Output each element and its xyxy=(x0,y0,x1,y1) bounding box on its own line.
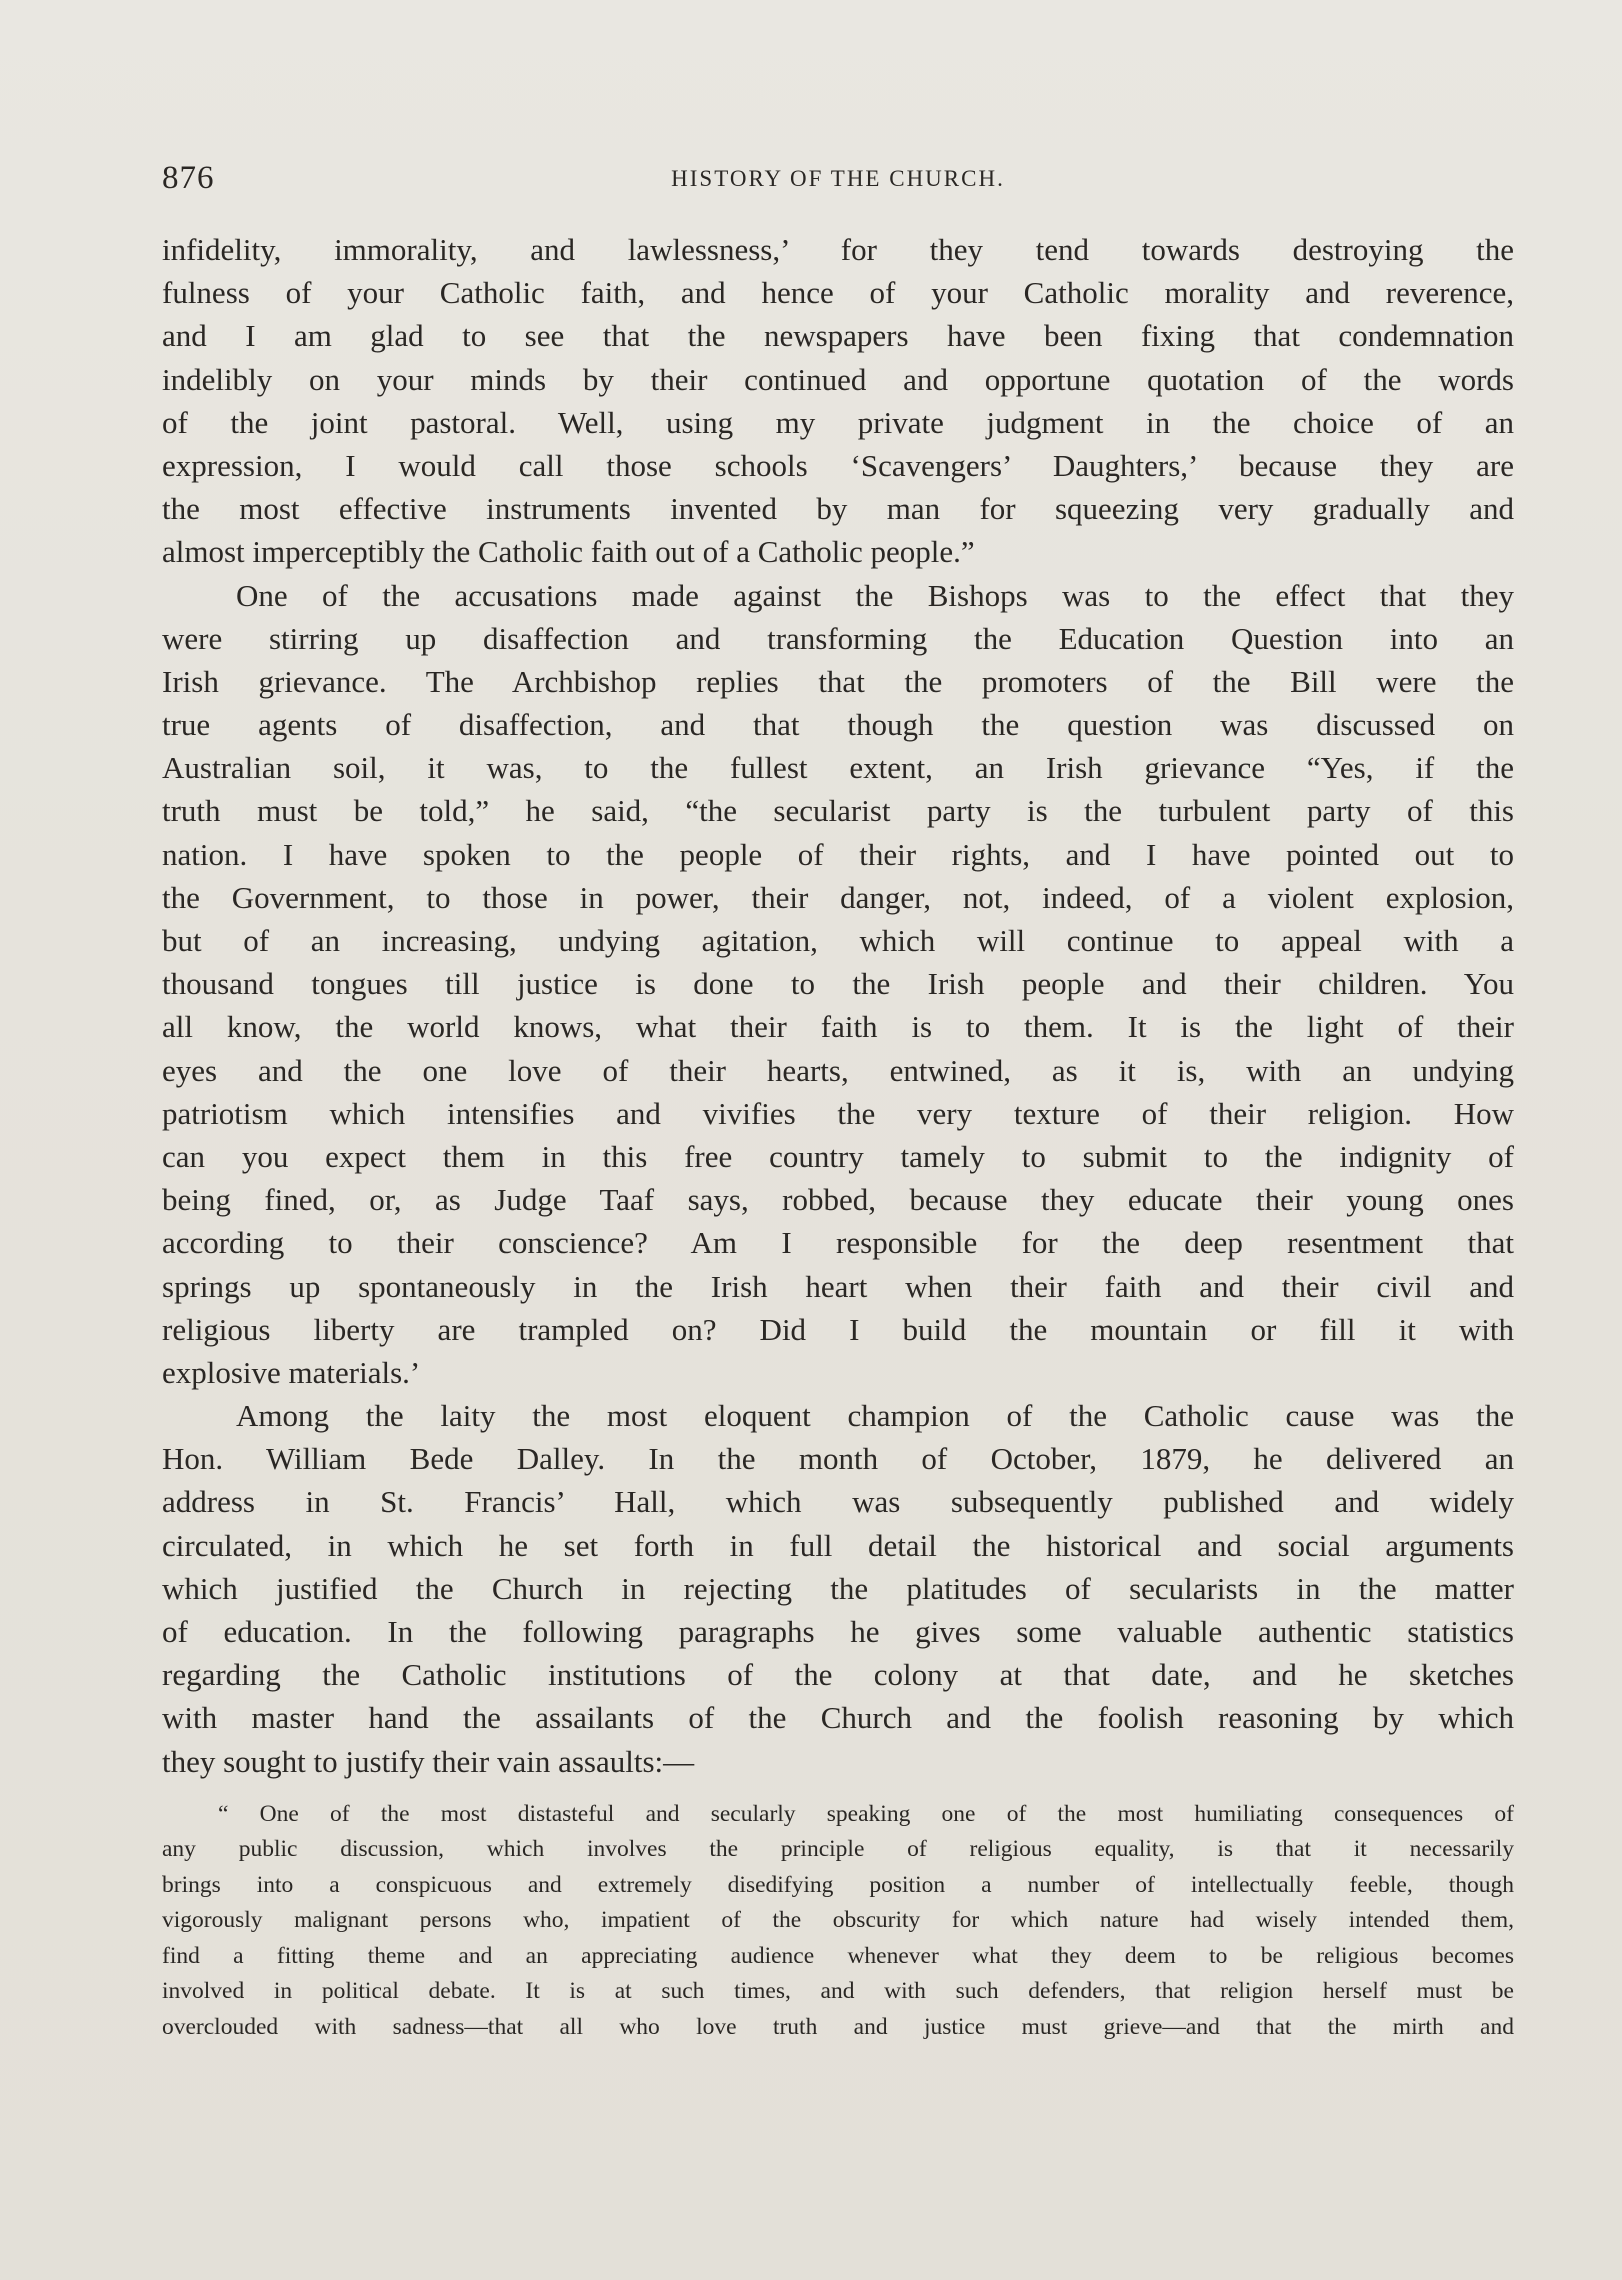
text-line: Hon. William Bede Dalley. In the month of October, 1879, he delivered an xyxy=(162,1441,1514,1477)
block-quotation xyxy=(162,1797,1514,2046)
text-line: of the joint pastoral. Well, using my private judgment in the choice of an xyxy=(162,404,1514,440)
text-line: Irish grievance. The Archbishop replies that the promoters of the Bill were the xyxy=(162,663,1514,699)
text-line: being fined, or, as Judge Taaf says, robbed, because they educate their young ones xyxy=(162,1182,1514,1218)
text-line: One of the accusations made against the Bishops was to the effect that they xyxy=(236,577,1514,613)
text-line: springs up spontaneously in the Irish heart when their faith and their civil and xyxy=(162,1268,1514,1304)
text-line: nation. I have spoken to the people of their rights, and I have pointed out to xyxy=(162,836,1514,872)
quotation-line: involved in political debate. It is at such times, and with such defenders, that religion herself must be xyxy=(162,1978,1514,2005)
text-line: patriotism which intensifies and vivifies the very texture of their religion. How xyxy=(162,1095,1514,1131)
page-number: 876 xyxy=(162,160,215,196)
paragraph-accusations xyxy=(162,574,1514,1395)
text-line: expression, I would call those schools ‘Scavengers’ Daughters,’ because they are xyxy=(162,447,1514,483)
quotation-line: find a fitting theme and an appreciating audience whenever what they deem to be religious becomes xyxy=(162,1942,1514,1969)
quotation-line: “ One of the most distasteful and secularly speaking one of the most humiliating consequences of xyxy=(218,1800,1514,1827)
body-text xyxy=(162,228,1514,2045)
text-line: fulness of your Catholic faith, and hence of your Catholic morality and reverence, xyxy=(162,275,1514,311)
text-line: regarding the Catholic institutions of the colony at that date, and he sketches xyxy=(162,1657,1514,1693)
text-line: were stirring up disaffection and transforming the Education Question into an xyxy=(162,620,1514,656)
text-line: which justified the Church in rejecting the platitudes of secularists in the matter xyxy=(162,1570,1514,1606)
text-line: explosive materials.’ xyxy=(162,1354,421,1390)
paragraph-continuation xyxy=(162,228,1514,574)
text-line: the Government, to those in power, their danger, not, indeed, of a violent explosion, xyxy=(162,879,1514,915)
text-line: infidelity, immorality, and lawlessness,’ for they tend towards destroying the xyxy=(162,232,1514,267)
text-line: with master hand the assailants of the Church and the foolish reasoning by which xyxy=(162,1700,1514,1736)
quotation-line: vigorously malignant persons who, impatient of the obscurity for which nature had wisely intended them, xyxy=(162,1907,1514,1934)
running-head: HISTORY OF THE CHURCH. xyxy=(671,166,1005,191)
text-line: circulated, in which he set forth in full detail the historical and social arguments xyxy=(162,1527,1514,1563)
text-line: all know, the world knows, what their faith is to them. It is the light of their xyxy=(162,1009,1514,1045)
text-line: but of an increasing, undying agitation, which will continue to appeal with a xyxy=(162,923,1514,958)
text-line: religious liberty are trampled on? Did I build the mountain or fill it with xyxy=(162,1311,1514,1347)
text-line: address in St. Francis’ Hall, which was subsequently published and widely xyxy=(162,1484,1514,1520)
text-line: and I am glad to see that the newspapers have been fixing that condemnation xyxy=(162,318,1514,354)
text-line: Australian soil, it was, to the fullest extent, an Irish grievance “Yes, if the xyxy=(162,750,1514,786)
page-header xyxy=(162,160,1514,204)
text-line: eyes and the one love of their hearts, entwined, as it is, with an undying xyxy=(162,1052,1514,1088)
text-line: according to their conscience? Am I responsible for the deep resentment that xyxy=(162,1225,1514,1261)
quotation-line: any public discussion, which involves the principle of religious equality, is that it necessarily xyxy=(162,1836,1514,1863)
text-line: they sought to justify their vain assaults:— xyxy=(162,1743,695,1779)
text-line: almost imperceptibly the Catholic faith out of a Catholic people.” xyxy=(162,534,975,570)
paragraph-laity xyxy=(162,1394,1514,1783)
quotation-line: overclouded with sadness—that all who love truth and justice must grieve—and that the mirth and xyxy=(162,2013,1514,2040)
text-line: can you expect them in this free country tamely to submit to the indignity of xyxy=(162,1138,1514,1174)
text-line: thousand tongues till justice is done to the Irish people and their children. You xyxy=(162,966,1514,1002)
quotation-line: brings into a conspicuous and extremely disedifying position a number of intellectually feeble, though xyxy=(162,1871,1514,1898)
text-line: truth must be told,” he said, “the secularist party is the turbulent party of this xyxy=(162,793,1514,829)
text-line: Among the laity the most eloquent champion of the Catholic cause was the xyxy=(236,1398,1514,1434)
text-line: indelibly on your minds by their continued and opportune quotation of the words xyxy=(162,361,1514,397)
text-line: of education. In the following paragraphs he gives some valuable authentic statistics xyxy=(162,1614,1514,1649)
text-line: true agents of disaffection, and that though the question was discussed on xyxy=(162,707,1514,743)
text-line: the most effective instruments invented by man for squeezing very gradually and xyxy=(162,491,1514,527)
